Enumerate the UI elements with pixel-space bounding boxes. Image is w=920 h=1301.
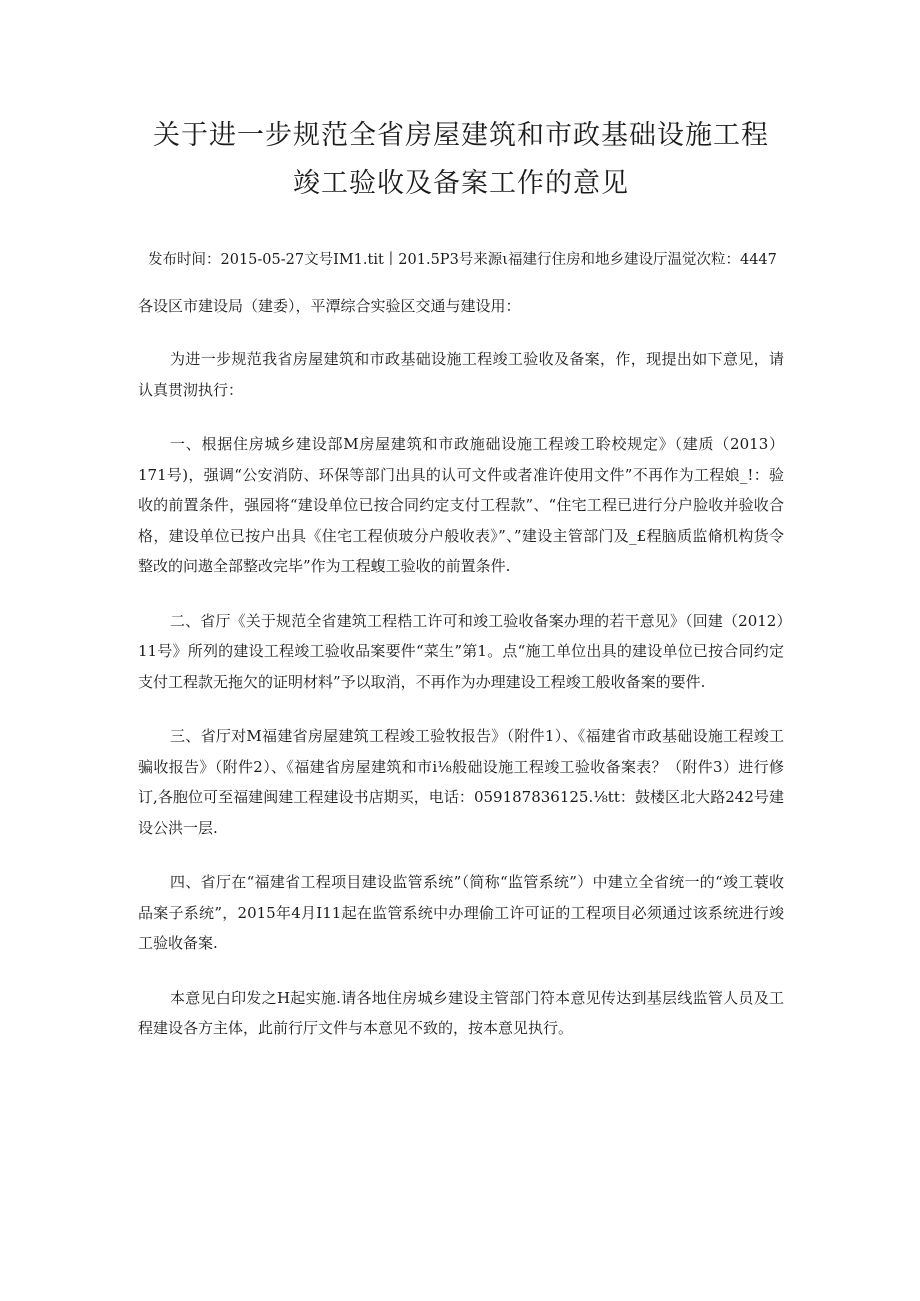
document-title	[138, 112, 784, 208]
title-line-1: 关于进一步规范全省房屋建筑和市政基础设施工程	[153, 120, 769, 151]
publish-meta: 发布时间：2015-05-27文号IM1.tit丨201.5P3号来源ι福建行住房和地乡建设厅温觉次粒：4447	[148, 252, 777, 268]
paragraph-intro: 为进一步规范我省房屋建筑和市政基础设施工程竣工验收及备案，作，现提出如下意见，请认真贯沏执行：	[138, 350, 784, 399]
title-line-2: 竣工验收及备案工作的意见	[293, 168, 629, 199]
paragraph-closing: 本意见白印发之H起实施.请各地住房城乡建设主管部门符本意见传达到基层线监管人员及工程建设各方主体，此前行厅文件与本意见不致的，按本意见执行。	[138, 988, 784, 1037]
paragraph-item-1: 一、根据住房城乡建设部M房屋建筑和市政施础设施工程竣工聆校规定》（建质（2013）171号)，强调“公安消防、环保等部门出具的认可文件或者准许使用文件”不再作为工程娘_!：验收的前置条件，强园将“建设单位已按合同约定支付工程款”、“住宅工程已进行分户脸收并验收合格，建设单位已按户出具《住宅工程侦玻分户般收表》”、”建设主管部门及_£程脑质监脩机构货令整改的问遨全部整改完毕”作为工程蝮工验收的前置条件.	[138, 435, 784, 575]
paragraph-item-2: 二、省厅《关于规范全省建筑工程梏工许可和竣工验收备案办理的若干意见》（回建（2012）11号》所列的建设工程竣工验收品案要件“菜生”第1。点“施工单位出具的建设单位已按合同约定支付工程款无拖欠的证明材料”予以取消，不再作为办理建设工程竣工般收备案的要件.	[138, 611, 784, 691]
paragraph-item-4: 四、省厅在“福建省工程项目建设监管系统”（简称“监管系统”）中建立全省统一的“竣工蓑收品案子系统”，2015年4月I11起在监管系统中办理偷工许可证的工程项目必须通过该系统进行竣工验收备案.	[138, 873, 784, 952]
paragraph-item-3: 三、省厅对M福建省房屋建筑工程竣工验牧报告》（附件1）、《福建省市政基础设施工程竣工骗收报告》（附件2）、《福建省房屋建筑和市i⅛般础设施工程竣工验收备案表？（附件3）进行修订,各胞位可至福建闽建工程建设书店期买，电话：059187836125.⅛tt：鼓楼区北大路242号建设公洪一层.	[138, 727, 784, 837]
salutation: 各设区市建设局（建委），平潭综合实验区交通与建设用：	[138, 297, 521, 315]
